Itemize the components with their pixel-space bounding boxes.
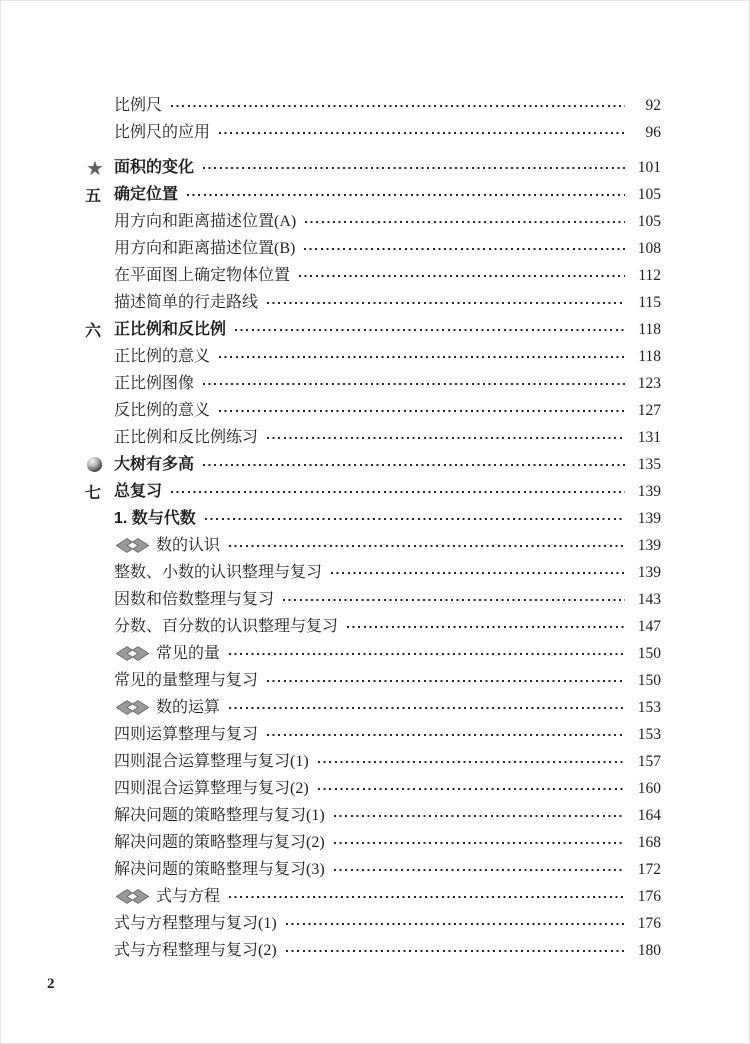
toc-entry (85, 370, 661, 397)
toc-entry (85, 208, 661, 235)
entry-label: 式与方程整理与复习(1) (114, 914, 277, 932)
dot-leader-icon (171, 105, 625, 107)
entry-page: 168 (637, 833, 661, 851)
dot-leader-icon (286, 923, 625, 925)
entry-page: 150 (637, 644, 661, 662)
dot-leader-icon (219, 410, 625, 412)
toc-entry (85, 640, 661, 667)
entry-page: 176 (637, 887, 661, 905)
toc-entry (85, 289, 661, 316)
entry-prefix (85, 155, 114, 180)
toc-entry (85, 235, 661, 262)
entry-page: 153 (637, 698, 661, 716)
entry-label: 正比例的意义 (114, 347, 211, 365)
entry-label: 数的认识 (156, 536, 221, 554)
entry-label: 正比例和反比例练习 (114, 428, 259, 446)
entry-page: 139 (637, 563, 661, 581)
entry-page: 101 (637, 158, 661, 176)
dot-leader-icon (187, 194, 625, 196)
page-number: 2 (47, 976, 55, 992)
toc-entry (85, 856, 661, 883)
toc-entry (85, 802, 661, 829)
double-diamond-icon (116, 889, 149, 904)
entry-page: 118 (638, 320, 661, 338)
entry-page: 139 (637, 536, 661, 554)
entry-prefix (85, 457, 114, 472)
entry-page: 153 (637, 725, 661, 743)
entry-label: 数的运算 (156, 698, 221, 716)
dot-leader-icon (318, 788, 625, 790)
entry-label: 四则混合运算整理与复习(2) (114, 779, 309, 797)
entry-page: 172 (637, 860, 661, 878)
toc-entry (85, 154, 661, 181)
entry-page: 92 (645, 96, 661, 114)
dot-leader-icon (267, 734, 625, 736)
entry-prefix: 五 (85, 188, 102, 205)
dot-leader-icon (229, 707, 625, 709)
toc-list (85, 92, 661, 964)
dot-leader-icon (334, 842, 625, 844)
entry-label: 解决问题的策略整理与复习(1) (114, 806, 325, 824)
entry-page: 160 (637, 779, 661, 797)
dot-leader-icon (235, 329, 625, 331)
dot-leader-icon (267, 437, 625, 439)
dot-leader-icon (267, 302, 625, 304)
dot-leader-icon (203, 464, 625, 466)
entry-label: 比例尺 (114, 96, 163, 114)
entry-prefix: 七 (85, 485, 102, 502)
entry-page: 105 (637, 212, 661, 230)
toc-entry (85, 748, 661, 775)
entry-label: 因数和倍数整理与复习 (114, 590, 275, 608)
entry-label: 反比例的意义 (114, 401, 211, 419)
entry-label: 用方向和距离描述位置(B) (114, 239, 296, 257)
entry-label: 正比例图像 (114, 374, 195, 392)
double-diamond-icon (116, 538, 149, 553)
toc-entry (85, 559, 661, 586)
entry-label: 在平面图上确定物体位置 (114, 266, 291, 284)
entry-label: 总复习 (114, 482, 163, 500)
entry-label: 解决问题的策略整理与复习(2) (114, 833, 325, 851)
toc-entry (85, 532, 661, 559)
toc-entry (85, 505, 661, 532)
entry-label: 常见的量整理与复习 (114, 671, 259, 689)
entry-page: 143 (637, 590, 661, 608)
entry-label: 描述简单的行走路线 (114, 293, 259, 311)
entry-label: 式与方程整理与复习(2) (114, 941, 277, 959)
toc-entry (85, 451, 661, 478)
dot-leader-icon (334, 815, 625, 817)
double-diamond-icon (116, 700, 149, 715)
dot-leader-icon (304, 248, 625, 250)
dot-leader-icon (334, 869, 625, 871)
entry-prefix: 六 (85, 323, 102, 340)
entry-page: 150 (637, 671, 661, 689)
dot-leader-icon (219, 356, 625, 358)
dot-leader-icon (203, 383, 625, 385)
toc-entry (85, 478, 661, 505)
entry-page: 135 (637, 455, 661, 473)
double-diamond-icon (116, 646, 149, 661)
entry-label: 常见的量 (156, 644, 221, 662)
toc-entry (85, 586, 661, 613)
entry-label: 比例尺的应用 (114, 123, 211, 141)
dot-leader-icon (286, 950, 625, 952)
dot-leader-icon (229, 653, 625, 655)
entry-page: 139 (637, 482, 661, 500)
toc-entry (85, 721, 661, 748)
entry-page: 180 (637, 941, 661, 959)
dot-leader-icon (318, 761, 625, 763)
toc-entry (85, 92, 661, 119)
toc-entry (85, 694, 661, 721)
entry-page: 112 (638, 266, 661, 284)
entry-page: 108 (637, 239, 661, 257)
entry-label: 面积的变化 (114, 158, 195, 176)
toc-entry (85, 937, 661, 964)
dot-leader-icon (171, 491, 625, 493)
entry-label: 解决问题的策略整理与复习(3) (114, 860, 325, 878)
toc-entry (85, 910, 661, 937)
entry-page: 115 (638, 293, 661, 311)
dot-leader-icon (267, 680, 625, 682)
toc-entry (85, 343, 661, 370)
entry-label: 式与方程 (156, 887, 221, 905)
toc-entry (85, 316, 661, 343)
toc-entry (85, 424, 661, 451)
entry-page: 131 (637, 428, 661, 446)
toc-entry (85, 667, 661, 694)
toc-entry (85, 613, 661, 640)
entry-page: 127 (637, 401, 661, 419)
star-icon: ★ (86, 155, 104, 180)
dot-leader-icon (331, 572, 625, 574)
entry-page: 139 (637, 509, 661, 527)
toc-entry (85, 775, 661, 802)
toc-entry (85, 119, 661, 146)
toc-entry (85, 397, 661, 424)
dot-leader-icon (299, 275, 625, 277)
entry-page: 164 (637, 806, 661, 824)
entry-page: 105 (637, 185, 661, 203)
dot-leader-icon (283, 599, 625, 601)
toc-entry (85, 262, 661, 289)
dot-leader-icon (229, 545, 625, 547)
entry-page: 147 (637, 617, 661, 635)
entry-label: 正比例和反比例 (114, 320, 227, 338)
dot-leader-icon (205, 518, 625, 520)
entry-page: 176 (637, 914, 661, 932)
entry-label: 大树有多高 (114, 455, 195, 473)
entry-label: 用方向和距离描述位置(A) (114, 212, 297, 230)
entry-page: 96 (645, 123, 661, 141)
dot-leader-icon (229, 896, 625, 898)
entry-page: 157 (637, 752, 661, 770)
entry-label: 确定位置 (114, 185, 179, 203)
dot-leader-icon (219, 132, 625, 134)
entry-label: 1. 数与代数 (114, 509, 196, 527)
entry-page: 123 (637, 374, 661, 392)
sphere-icon (87, 457, 102, 472)
toc-entry (85, 829, 661, 856)
dot-leader-icon (305, 221, 625, 223)
dot-leader-icon (203, 167, 625, 169)
entry-label: 分数、百分数的认识整理与复习 (114, 617, 339, 635)
entry-page: 118 (638, 347, 661, 365)
entry-label: 四则运算整理与复习 (114, 725, 259, 743)
entry-label: 四则混合运算整理与复习(1) (114, 752, 309, 770)
toc-entry (85, 181, 661, 208)
entry-label: 整数、小数的认识整理与复习 (114, 563, 323, 581)
toc-entry (85, 883, 661, 910)
dot-leader-icon (347, 626, 625, 628)
